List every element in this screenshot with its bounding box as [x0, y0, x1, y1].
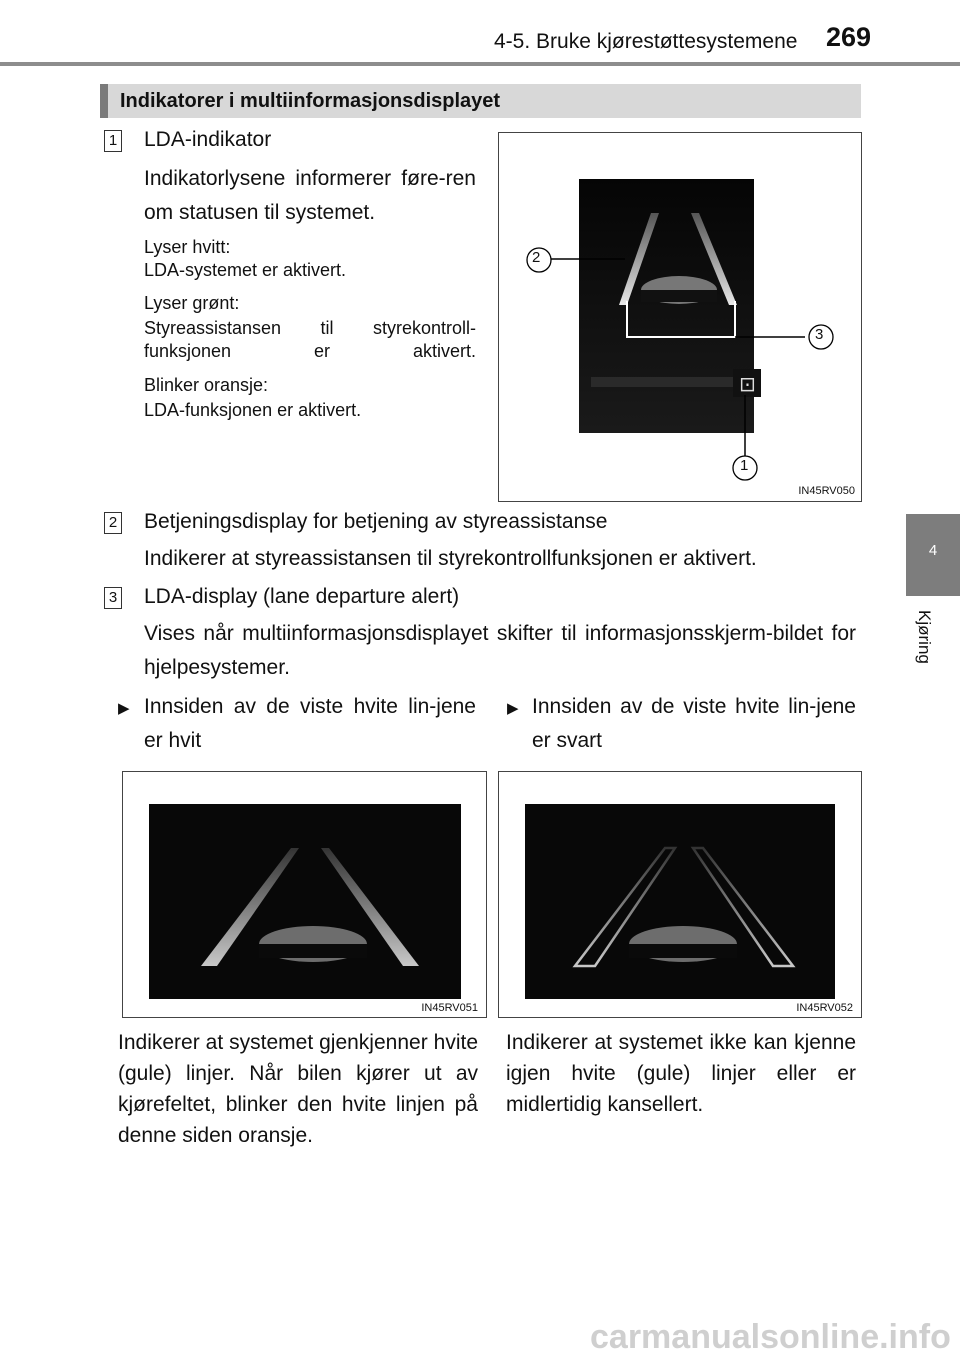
column-1-caption: Indikerer at systemet gjenkjenner hvite (gule) linjer. Når bilen kjører ut av kjørefeltet, blinker den hvite linjen på denne siden oransje.: [118, 1031, 478, 1147]
item-2-description: Indikerer at styreassistansen til styrekontrollfunksjonen er aktivert.: [144, 547, 757, 570]
display-illustration: [499, 133, 863, 503]
chapter-tab: 4: [906, 514, 960, 596]
header-rule: [0, 62, 960, 66]
triangle-right-icon: ▶: [118, 700, 130, 717]
figure-code: IN45RV050: [798, 485, 855, 497]
svg-text:⊡: ⊡: [739, 372, 756, 396]
figure-code-left: IN45RV051: [421, 1002, 478, 1014]
triangle-right-icon: ▶: [507, 700, 519, 717]
section-title: Indikatorer i multiinformasjonsdisplayet: [100, 84, 861, 118]
item-1-state-label-3: Blinker oransje:: [144, 375, 269, 395]
item-1-description: Indikatorlysene informerer føre-ren om statusen til systemet.: [144, 167, 476, 224]
item-2-title: Betjeningsdisplay for betjening av styreassistanse: [144, 510, 608, 533]
item-3-description: Vises når multiinformasjonsdisplayet skifter til informasjonsskjerm-bildet for hjelpesystemer.: [144, 622, 856, 679]
figure-code-right: IN45RV052: [796, 1002, 853, 1014]
page-number: 269: [826, 22, 872, 52]
figure-lines-inside-white: [122, 771, 487, 1018]
chapter-heading: 4-5. Bruke kjørestøttesystemene: [494, 30, 798, 53]
item-3-title: LDA-display (lane departure alert): [144, 585, 460, 608]
chapter-tab-label: Kjøring: [915, 610, 934, 664]
watermark: carmanualsonline.info: [590, 1318, 951, 1356]
item-number-3: 3: [104, 587, 122, 609]
column-1-bullet: Innsiden av de viste hvite lin-jene er hvit: [144, 695, 476, 752]
column-2-caption: Indikerer at systemet ikke kan kjenne igjen hvite (gule) linjer eller er midlertidig kansellert.: [506, 1031, 856, 1116]
item-1-title: LDA-indikator: [144, 128, 272, 151]
lines-inside-white-illustration: [123, 772, 488, 1019]
column-2-bullet: Innsiden av de viste hvite lin-jene er svart: [532, 695, 856, 752]
figure-lines-inside-black: [498, 771, 862, 1018]
item-1-state-label-1: Lyser hvitt:: [144, 237, 231, 257]
item-1-state-text-1: LDA-systemet er aktivert.: [144, 260, 347, 280]
figure-multi-info-display: [498, 132, 862, 502]
item-number-1: 1: [104, 130, 122, 152]
item-1-state-text-3: LDA-funksjonen er aktivert.: [144, 400, 362, 420]
item-number-2: 2: [104, 512, 122, 534]
callout-3: 3: [815, 326, 824, 343]
callout-1: 1: [740, 457, 749, 474]
lines-inside-black-illustration: [499, 772, 863, 1019]
callout-2: 2: [532, 249, 541, 266]
item-1-state-label-2: Lyser grønt:: [144, 293, 240, 313]
item-1-state-text-2: Styreassistansen til styrekontroll-funksjonen er aktivert.: [144, 318, 476, 361]
